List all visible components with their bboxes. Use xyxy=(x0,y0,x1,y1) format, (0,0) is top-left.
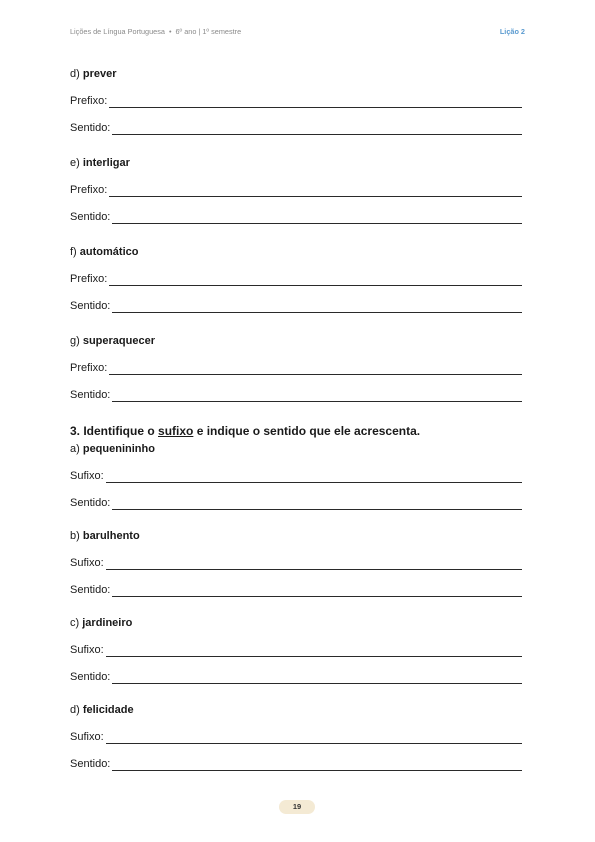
suffix-label: Sufixo: xyxy=(70,470,104,482)
answer-line-meaning[interactable] xyxy=(70,210,522,224)
item-letter: d) xyxy=(70,704,80,716)
item-word: barulhento xyxy=(82,530,140,542)
item-letter: c) xyxy=(70,617,80,629)
meaning-label: Sentido: xyxy=(70,584,111,596)
item-title xyxy=(70,616,522,630)
meaning-label: Sentido: xyxy=(70,758,111,770)
item-title xyxy=(70,442,522,456)
answer-line-prefix[interactable] xyxy=(70,361,522,375)
item-word: superaquecer xyxy=(82,335,155,347)
page-number: 19 xyxy=(279,800,315,814)
answer-line-prefix[interactable] xyxy=(70,183,522,197)
answer-line-suffix[interactable] xyxy=(70,643,522,657)
item-title xyxy=(70,334,522,348)
meaning-label: Sentido: xyxy=(70,671,111,683)
item-title xyxy=(70,156,522,170)
meaning-label: Sentido: xyxy=(70,300,111,312)
answer-rule[interactable] xyxy=(106,645,522,657)
book-title: Lições de Língua Portuguesa xyxy=(70,27,165,36)
grade-info: 6º ano | 1º semestre xyxy=(175,27,242,36)
exercise-item-f-automatico xyxy=(70,245,522,313)
item-letter: g) xyxy=(70,335,80,347)
answer-rule[interactable] xyxy=(112,672,522,684)
item-word: automático xyxy=(79,246,139,258)
exercise-item-a-pequenininho xyxy=(70,442,522,510)
answer-line-meaning[interactable] xyxy=(70,299,522,313)
suffix-label: Sufixo: xyxy=(70,557,104,569)
answer-line-meaning[interactable] xyxy=(70,583,522,597)
page-header xyxy=(70,27,525,39)
item-title xyxy=(70,245,522,259)
exercise-item-d-prever xyxy=(70,67,522,135)
exercise-content xyxy=(70,67,522,771)
header-book-info xyxy=(70,27,241,36)
prefix-label: Prefixo: xyxy=(70,95,108,107)
prefix-label: Prefixo: xyxy=(70,184,108,196)
answer-rule[interactable] xyxy=(112,585,522,597)
question-text-before: 3. Identifique o xyxy=(70,424,159,438)
exercise-item-g-superaquecer xyxy=(70,334,522,402)
prefix-label: Prefixo: xyxy=(70,273,108,285)
answer-line-suffix[interactable] xyxy=(70,556,522,570)
answer-rule[interactable] xyxy=(106,471,522,483)
item-word: interligar xyxy=(82,157,130,169)
answer-rule[interactable] xyxy=(109,96,522,108)
answer-line-meaning[interactable] xyxy=(70,496,522,510)
item-letter: d) xyxy=(70,68,80,80)
answer-rule[interactable] xyxy=(112,301,522,313)
item-word: pequenininho xyxy=(82,443,155,455)
answer-rule[interactable] xyxy=(109,363,522,375)
answer-line-prefix[interactable] xyxy=(70,272,522,286)
answer-rule[interactable] xyxy=(112,123,522,135)
answer-line-meaning[interactable] xyxy=(70,670,522,684)
item-word: prever xyxy=(82,68,117,80)
exercise-item-d-felicidade xyxy=(70,703,522,771)
answer-line-suffix[interactable] xyxy=(70,469,522,483)
answer-line-meaning[interactable] xyxy=(70,757,522,771)
item-title xyxy=(70,529,522,543)
prefix-label: Prefixo: xyxy=(70,362,108,374)
answer-line-prefix[interactable] xyxy=(70,94,522,108)
item-letter: a) xyxy=(70,443,80,455)
item-word: jardineiro xyxy=(82,617,133,629)
answer-line-meaning[interactable] xyxy=(70,121,522,135)
meaning-label: Sentido: xyxy=(70,497,111,509)
answer-rule[interactable] xyxy=(112,212,522,224)
meaning-label: Sentido: xyxy=(70,122,111,134)
item-letter: e) xyxy=(70,157,80,169)
lesson-label: Lição 2 xyxy=(499,27,525,36)
answer-rule[interactable] xyxy=(112,759,522,771)
item-title xyxy=(70,67,522,81)
question-3-heading xyxy=(70,424,522,439)
answer-line-meaning[interactable] xyxy=(70,388,522,402)
meaning-label: Sentido: xyxy=(70,211,111,223)
item-title xyxy=(70,703,522,717)
meaning-label: Sentido: xyxy=(70,389,111,401)
answer-rule[interactable] xyxy=(106,558,522,570)
answer-line-suffix[interactable] xyxy=(70,730,522,744)
header-separator: • xyxy=(168,27,172,36)
answer-rule[interactable] xyxy=(112,498,522,510)
suffix-label: Sufixo: xyxy=(70,731,104,743)
item-letter: b) xyxy=(70,530,80,542)
item-letter: f) xyxy=(70,246,77,258)
answer-rule[interactable] xyxy=(112,390,522,402)
answer-rule[interactable] xyxy=(109,274,522,286)
exercise-item-e-interligar xyxy=(70,156,522,224)
item-word: felicidade xyxy=(82,704,134,716)
exercise-item-c-jardineiro xyxy=(70,616,522,684)
question-keyword: sufixo xyxy=(158,424,194,438)
answer-rule[interactable] xyxy=(106,732,522,744)
question-text-after: e indique o sentido que ele acrescenta. xyxy=(193,424,421,438)
suffix-label: Sufixo: xyxy=(70,644,104,656)
answer-rule[interactable] xyxy=(109,185,522,197)
exercise-item-b-barulhento xyxy=(70,529,522,597)
